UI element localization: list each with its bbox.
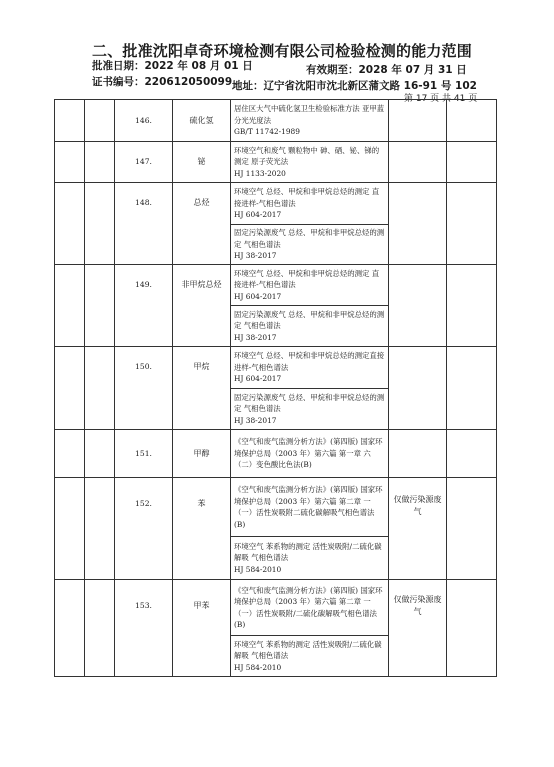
method-name: 环境空气 总烃、甲烷和非甲烷总烃的测定 直接进样-气相色谱法 [234,187,380,208]
standard-code: HJ 604-2017 [234,210,282,220]
standard-code: HJ 604-2017 [234,374,282,384]
valid-until: 有效期至：2028 年 07 月 31 日 [306,64,467,76]
item-name: 非甲烷总烃 [173,265,231,347]
method-cell [231,142,389,183]
method-name: 环境空气 苯系物的测定 活性炭吸附/二硫化碳解吸 气相色谱法 [234,541,382,563]
table-row [55,142,497,183]
item-number: 153. [115,580,173,677]
item-number: 147. [115,142,173,183]
approval-date: 批准日期：2022 年 08 月 01 日 [92,60,253,72]
item-name: 硫化氢 [173,100,231,142]
item-name: 铋 [173,142,231,183]
page-count: 第 17 页 共 41 页 [404,94,478,104]
standard-code: HJ 584-2010 [234,662,282,672]
limit-note [389,100,447,142]
item-number: 148. [115,183,173,265]
method-cell [231,225,389,265]
item-number: 150. [115,347,173,430]
method-cell [231,389,389,430]
limit-note [389,430,447,478]
method-name: 《空气和废气监测分析方法》(第四版) 国家环境保护总局（2003 年）第六篇 第二章 一（一）活性炭吸附/二硫化碳解吸气相色谱法(B) [234,585,383,629]
table-row [55,580,497,636]
item-number: 152. [115,478,173,580]
limit-note: 仅做污染源废气 [389,478,447,580]
table-row [55,347,497,389]
standard-code: GB/T 11742-1989 [234,127,300,137]
capability-table [54,99,497,677]
method-cell [231,100,389,142]
item-name: 甲苯 [173,580,231,677]
method-cell [231,430,389,478]
item-name: 总烃 [173,183,231,265]
standard-code: HJ 604-2017 [234,291,282,301]
item-number: 149. [115,265,173,347]
certificate-number: 证书编号：220612050099 [92,76,233,88]
item-name: 甲烷 [173,347,231,430]
item-name: 苯 [173,478,231,580]
method-name: 环境空气和废气 颗粒物中 砷、硒、铋、锑的测定 原子荧光法 [234,145,380,167]
table-row [55,430,497,478]
table-row [55,478,497,537]
method-cell [231,537,389,580]
table-row [55,265,497,306]
method-name: 固定污染源废气 总烃、甲烷和非甲烷总烃的测定 气相色谱法 [234,392,385,414]
lab-address: 地址：辽宁省沈阳市沈北新区蒲文路 16-91 号 102 [232,80,477,92]
limit-note [389,142,447,183]
method-cell [231,478,389,537]
method-cell [231,265,389,306]
table-row [55,100,497,142]
standard-code: HJ 38-2017 [234,415,277,425]
standard-code: HJ 584-2010 [234,564,282,574]
method-cell [231,347,389,389]
method-name: 居住区大气中硫化氢卫生检验标准方法 亚甲蓝分光光度法 [234,104,385,125]
item-number: 151. [115,430,173,478]
method-cell [231,183,389,225]
method-name: 固定污染源废气 总烃、甲烷和非甲烷总烃的测定 气相色谱法 [234,309,385,331]
item-name: 甲醇 [173,430,231,478]
method-name: 环境空气 苯系物的测定 活性炭吸附/二硫化碳解吸 气相色谱法 [234,639,382,661]
method-name: 《空气和废气监测分析方法》(第四版) 国家环境保护总局（2003 年）第六篇 第二章 一（一）活性炭吸附二硫化碳解吸气相色谱法(B) [234,485,383,529]
method-name: 《空气和废气监测分析方法》(第四版) 国家环境保护总局（2003 年）第六篇 第一章 六（二）变色酸比色法(B) [234,437,383,470]
standard-code: HJ 1133-2020 [234,168,286,178]
method-cell [231,306,389,347]
method-name: 固定污染源废气 总烃、甲烷和非甲烷总烃的测定 气相色谱法 [234,228,385,249]
standard-code: HJ 38-2017 [234,332,277,342]
method-name: 环境空气 总烃、甲烷和非甲烷总烃的测定直接进样-气相色谱法 [234,351,385,372]
page-title: 二、批准沈阳卓奇环境检测有限公司检验检测的能力范围 [92,42,473,60]
method-cell [231,580,389,636]
standard-code: HJ 38-2017 [234,251,277,261]
method-name: 环境空气 总烃、甲烷和非甲烷总烃的测定 直接进样-气相色谱法 [234,268,380,290]
limit-note: 仅做污染源废气 [389,580,447,677]
item-number: 146. [115,100,173,142]
method-cell [231,636,389,677]
table-row [55,183,497,225]
